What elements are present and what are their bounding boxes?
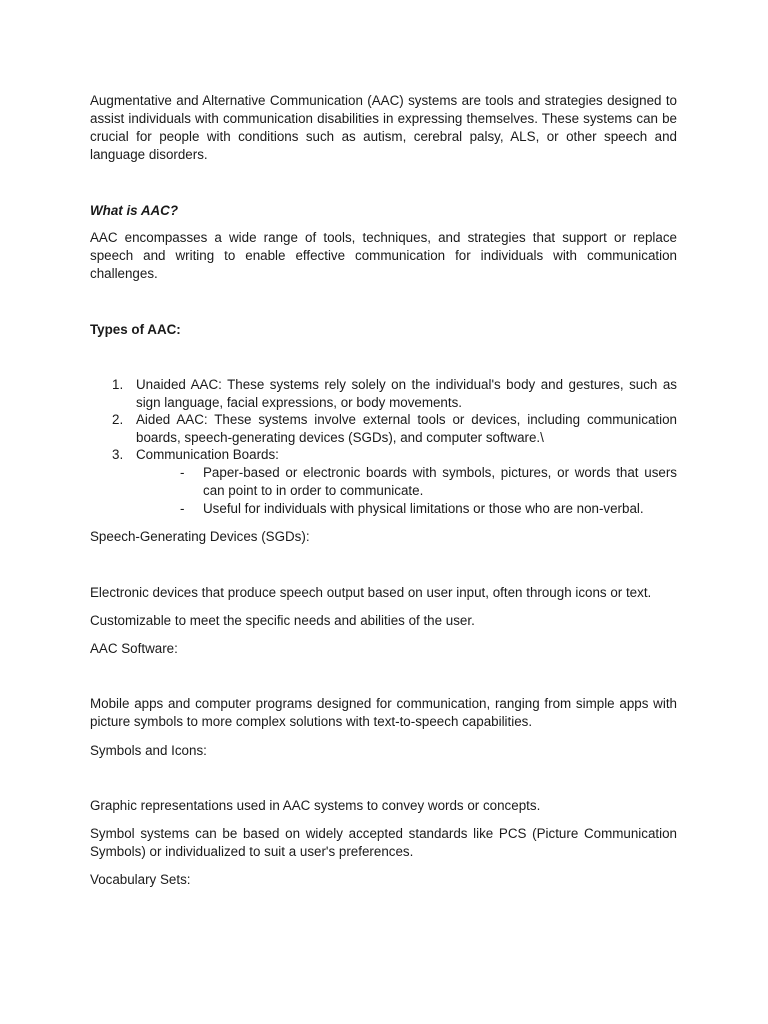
list-number: 3. xyxy=(112,447,124,462)
vocabulary-sets-heading: Vocabulary Sets: xyxy=(90,872,191,887)
aac-software-heading: AAC Software: xyxy=(90,641,178,656)
intro-paragraph: Augmentative and Alternative Communication (AAC) systems are tools and strategies designed to assist individuals with communication disabilities in expressing themselves. These systems can be crucial for people with conditions such as autism, cerebral palsy, ALS, or other speech and language disorders. xyxy=(90,93,677,162)
what-is-aac-heading: What is AAC? xyxy=(90,203,179,218)
bullet-item xyxy=(180,464,677,500)
symbols-paragraph-2: Symbol systems can be based on widely accepted standards like PCS (Picture Communication Symbols) or individualized to suit a user's preferences. xyxy=(90,826,677,859)
list-item-text: Communication Boards: xyxy=(136,447,279,462)
bullet-item xyxy=(180,500,677,518)
aac-software-paragraph: Mobile apps and computer programs designed for communication, ranging from simple apps with picture symbols to more complex solutions with text-to-speech capabilities. xyxy=(90,696,677,729)
sgd-paragraph-2: Customizable to meet the specific needs and abilities of the user. xyxy=(90,613,475,628)
list-number: 2. xyxy=(112,412,124,427)
list-item-text: Unaided AAC: These systems rely solely on the individual's body and gestures, such as sign language, facial expressions, or body movements. xyxy=(136,377,677,410)
list-item xyxy=(112,446,677,464)
bullet-text: Useful for individuals with physical limitations or those who are non-verbal. xyxy=(203,501,644,516)
sgd-paragraph-1: Electronic devices that produce speech output based on user input, often through icons or text. xyxy=(90,585,652,600)
bullet-dash: - xyxy=(180,501,185,516)
sgd-heading: Speech-Generating Devices (SGDs): xyxy=(90,529,310,544)
bullet-text: Paper-based or electronic boards with symbols, pictures, or words that users can point to in order to communicate. xyxy=(203,465,677,498)
types-heading: Types of AAC: xyxy=(90,322,181,337)
list-item-text: Aided AAC: These systems involve external tools or devices, including communication boards, speech-generating devices (SGDs), and computer software.\ xyxy=(136,412,677,445)
list-item xyxy=(112,411,677,447)
bullet-dash: - xyxy=(180,465,185,480)
symbols-paragraph-1: Graphic representations used in AAC systems to convey words or concepts. xyxy=(90,798,541,813)
list-item xyxy=(112,376,677,412)
symbols-heading: Symbols and Icons: xyxy=(90,743,207,758)
list-number: 1. xyxy=(112,377,124,392)
what-is-aac-paragraph: AAC encompasses a wide range of tools, techniques, and strategies that support or replace speech and writing to enable effective communication for individuals with communication challenges. xyxy=(90,230,677,281)
